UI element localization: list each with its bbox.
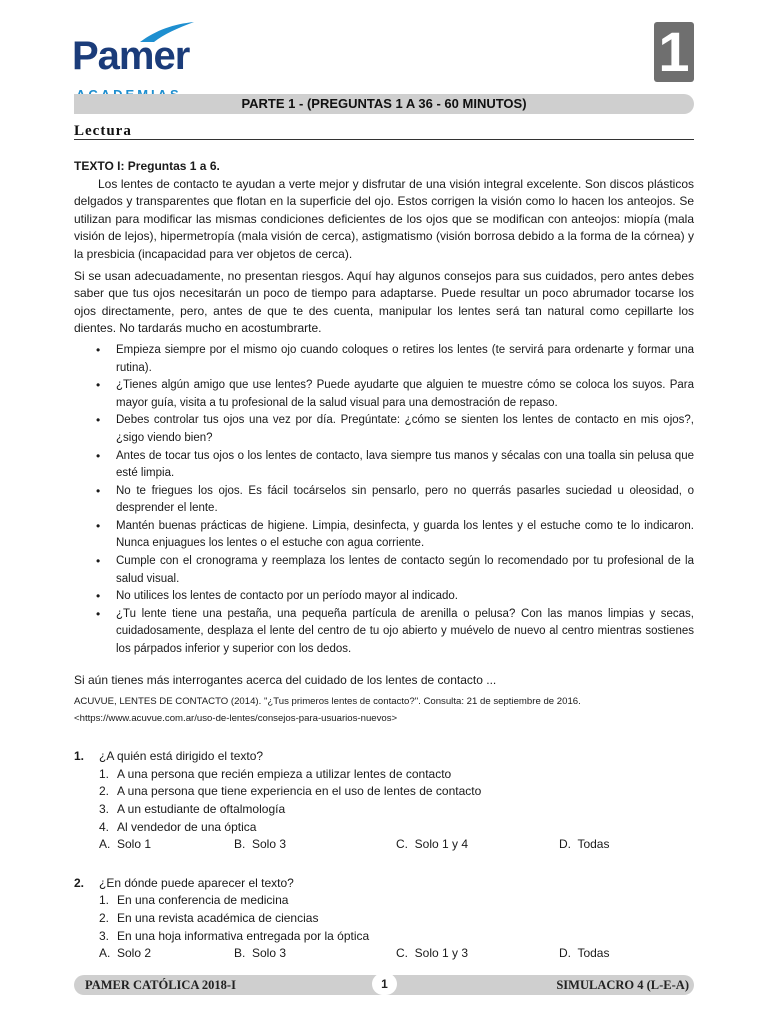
- part-title-bar: PARTE 1 - (PREGUNTAS 1 A 36 - 60 MINUTOS): [74, 94, 694, 114]
- answer-b: B. Solo 3: [234, 946, 287, 961]
- option-item: 4. Al vendedor de una óptica: [99, 819, 257, 834]
- section-divider: [74, 139, 694, 140]
- question-text: ¿En dónde puede aparecer el texto?: [99, 875, 294, 890]
- answer-a: A. Solo 1: [99, 837, 152, 852]
- reference-url: <https://www.acuvue.com.ar/uso-de-lentes/consejos-para-usuarios-nuevos>: [74, 713, 398, 725]
- question-number: 2.: [74, 875, 85, 890]
- list-item: • No te friegues los ojos. Es fácil tocárselos sin pensarlo, pero no querrás pasarles suciedad u oleosidad, o desprender el lente.: [96, 483, 694, 518]
- list-item: • Empieza siempre por el mismo ojo cuando coloques o retires los lentes (te servirá para ordenarte y formar una rutina).: [96, 342, 694, 377]
- option-item: 1. A una persona que recién empieza a utilizar lentes de contacto: [99, 766, 452, 781]
- list-item: • No utilices los lentes de contacto por un período mayor al indicado.: [96, 588, 694, 606]
- answer-b: B. Solo 3: [234, 837, 287, 852]
- answer-d: D. Todas: [559, 837, 610, 852]
- answer-d: D. Todas: [559, 946, 610, 961]
- footer-exam: SIMULACRO 4 (L-E-A): [556, 978, 689, 992]
- question-options: [99, 892, 694, 945]
- list-item: • ¿Tu lente tiene una pestaña, una pequeña partícula de arenilla o pelusa? Con las manos limpias y secas, cuidadosamente, desplaza el lente del centro de tu ojo abierto y muévelo de nuevo al centro mientras sostienes los párpados inferior y superior con los dedos.: [96, 606, 694, 659]
- tips-list: [96, 342, 694, 659]
- list-item: • Debes controlar tus ojos una vez por día. Pregúntate: ¿cómo se sienten los lentes de contacto en mis ojos?, ¿sigo viendo bien?: [96, 412, 694, 447]
- option-item: 1. En una conferencia de medicina: [99, 893, 289, 908]
- question-number: 1.: [74, 749, 85, 764]
- option-item: 2. A una persona que tiene experiencia en el uso de lentes de contacto: [99, 784, 482, 799]
- list-item: • Mantén buenas prácticas de higiene. Limpia, desinfecta, y guarda los lentes y el estuche como te lo indicaron. Nunca enjuagues los lentes o el estuche con agua corriente.: [96, 518, 694, 553]
- text-heading: TEXTO I: Preguntas 1 a 6.: [74, 159, 220, 173]
- pamer-logo: [72, 20, 197, 86]
- answer-a: A. Solo 2: [99, 946, 152, 961]
- section-title: Lectura: [74, 123, 132, 139]
- logo-name: Pamer: [72, 34, 190, 78]
- question-1: [74, 748, 694, 854]
- option-item: 3. En una hoja informativa entregada por la óptica: [99, 928, 370, 943]
- answer-c: C. Solo 1 y 4: [396, 837, 469, 852]
- footer-course: PAMER CATÓLICA 2018-I: [85, 978, 236, 992]
- list-item: • Antes de tocar tus ojos o los lentes de contacto, lava siempre tus manos y sécalas con una toalla sin pelusa que esté limpia.: [96, 448, 694, 483]
- answer-choices: [99, 836, 694, 854]
- option-item: 2. En una revista académica de ciencias: [99, 910, 319, 925]
- option-item: 3. A un estudiante de oftalmología: [99, 802, 286, 816]
- list-item: • Cumple con el cronograma y reemplaza los lentes de contacto según lo recomendado por tu profesional de la salud visual.: [96, 553, 694, 588]
- reference-citation: ACUVUE, LENTES DE CONTACTO (2014). "¿Tus primeros lentes de contacto?". Consulta: 21 de septiembre de 2016.: [74, 696, 581, 708]
- reference: [74, 693, 694, 727]
- question-text: ¿A quién está dirigido el texto?: [99, 749, 264, 764]
- answer-c: C. Solo 1 y 3: [396, 946, 469, 961]
- paragraph: Los lentes de contacto te ayudan a verte mejor y disfrutar de una visión integral excelente. Son discos plásticos delgados y transparentes que flotan en la superficie del ojo. Estos corrigen la visión como lo hacen los anteojos. Se utilizan para modificar las mismas condiciones deficientes de los ojos que se modifican con anteojos: miopía (mala visión de lejos), hipermetropía (mala visión de cerca), astigmatismo (visión borrosa debido a la forma de la córnea) y la presbicia (incapacidad para ver objetos de cerca).: [74, 176, 694, 261]
- part-number-badge: 1: [654, 22, 694, 82]
- paragraph: Si se usan adecuadamente, no presentan riesgos. Aquí hay algunos consejos para sus cuidados, pero antes debes saber que tus ojos necesitarán un poco de tiempo para adaptarse. Puede resultar un poco abrumador tocarse los ojos directamente, pero, antes de que te des cuenta, manipular los lentes será tan natural como cepillarte los dientes. No tardarás mucho en acostumbrarte.: [74, 268, 694, 336]
- closing-line: Si aún tienes más interrogantes acerca del cuidado de los lentes de contacto ...: [74, 672, 497, 687]
- question-options: [99, 766, 694, 836]
- document-body: [74, 158, 694, 963]
- list-item: • ¿Tienes algún amigo que use lentes? Puede ayudarte que alguien te muestre cómo se coloca los suyos. Para mayor guía, visita a tu profesional de la salud visual para una demostración de repaso.: [96, 377, 694, 412]
- page-number: 1: [372, 973, 397, 995]
- question-2: [74, 875, 694, 963]
- answer-choices: [99, 945, 694, 963]
